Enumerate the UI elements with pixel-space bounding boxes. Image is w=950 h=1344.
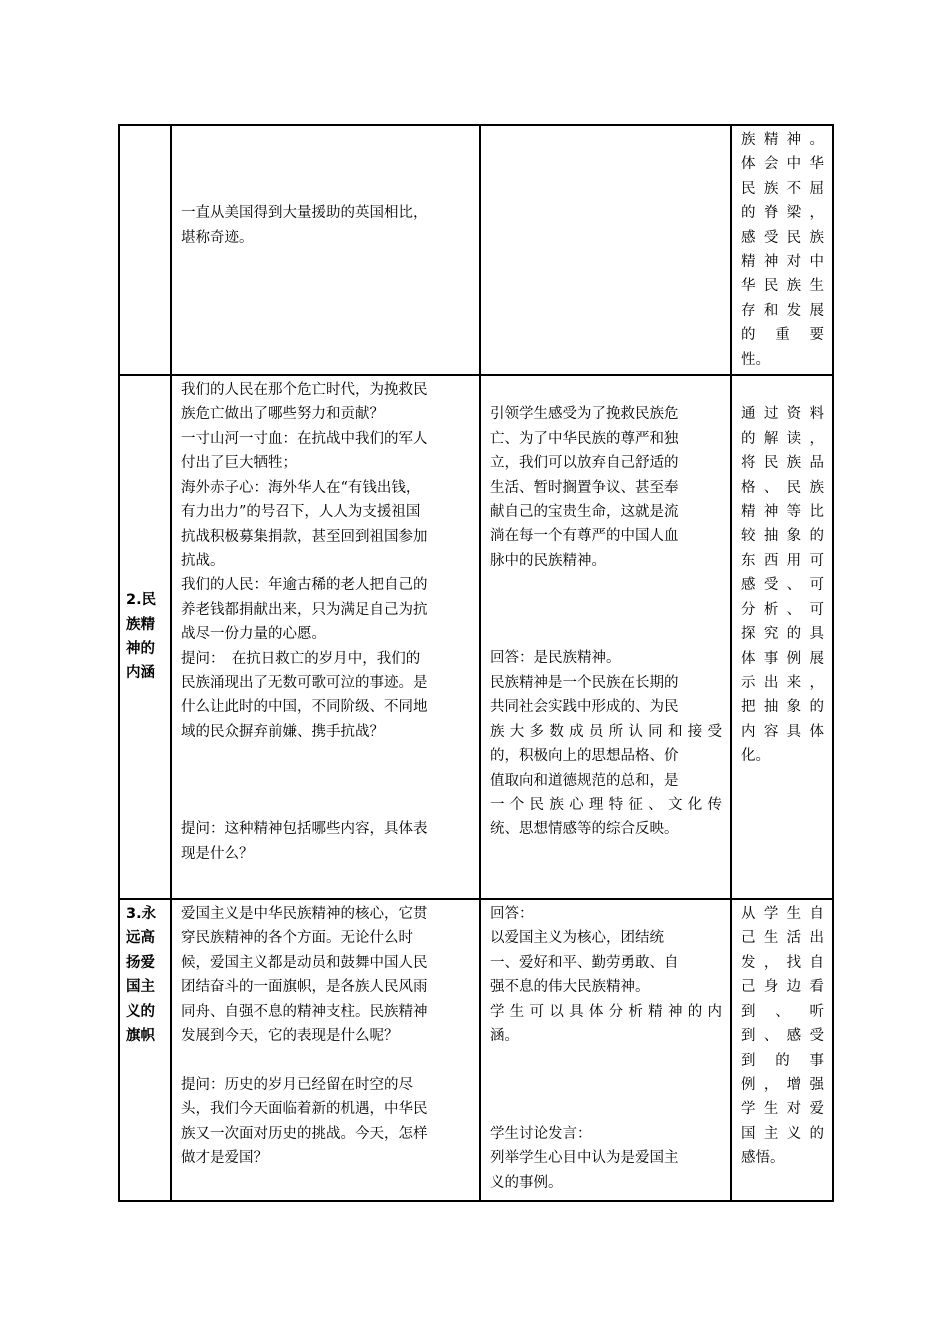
intent-line: 民族不屈 <box>741 180 824 197</box>
section-label-line: 族精 <box>126 616 155 633</box>
content-line: 付出了巨大牺牲； <box>181 455 297 472</box>
content-line: 战尽一份力量的心愿。 <box>181 626 326 643</box>
content-line: 做才是爱国？ <box>181 1150 268 1167</box>
content-line: 提问：历史的岁月已经留在时空的尽 <box>181 1076 413 1093</box>
intent-cell <box>731 375 833 899</box>
section-label-line: 远高 <box>126 930 155 947</box>
activity-line: 一、爱好和平、勤劳勇敢、自 <box>490 954 679 971</box>
intent-line: 到、感受 <box>741 1028 824 1045</box>
intent-line: 己身边看 <box>741 979 824 996</box>
section-label-2 <box>119 375 171 899</box>
content-line: 现是什么？ <box>181 845 254 862</box>
content-cell <box>171 375 480 899</box>
section-label-line: 旗帜 <box>126 1028 155 1045</box>
intent-line: 感悟。 <box>741 1150 785 1167</box>
content-line: 一直从美国得到大量援助的英国相比， <box>181 205 428 222</box>
activity-line: 的，积极向上的思想品格、价 <box>490 748 679 765</box>
activity-line: 学生可以具体分析精神的内 <box>490 1003 722 1020</box>
content-line: 族又一次面对历史的挑战。今天，怎样 <box>181 1125 428 1142</box>
activity-line: 引领学生感受为了挽救民族危 <box>490 406 679 423</box>
content-line: 穿民族精神的各个方面。无论什么时 <box>181 930 413 947</box>
intent-line: 性。 <box>741 351 770 368</box>
intent-line: 国主义的 <box>741 1125 824 1142</box>
activity-cell-empty <box>480 125 731 375</box>
activity-cell <box>480 899 731 1201</box>
activity-line: 义的事例。 <box>490 1174 563 1191</box>
intent-line: 感受民族 <box>741 229 824 246</box>
intent-line: 精神对中 <box>741 254 824 271</box>
section-label-line: 3.永 <box>126 906 157 923</box>
section-label-line: 扬爱 <box>126 954 155 971</box>
activity-line: 献自己的宝贵生命，这就是流 <box>490 504 679 521</box>
intent-line: 将民族品 <box>741 455 824 472</box>
content-line: 候，爱国主义都是动员和鼓舞中国人民 <box>181 954 428 971</box>
content-line: 同舟、自强不息的精神支柱。民族精神 <box>181 1003 428 1020</box>
activity-line: 强不息的伟大民族精神。 <box>490 979 650 996</box>
content-line: 堪称奇迹。 <box>181 229 254 246</box>
intent-line: 学生对爱 <box>741 1101 824 1118</box>
content-line: 域的民众摒弃前嫌、携手抗战？ <box>181 723 384 740</box>
content-line: 爱国主义是中华民族精神的核心，它贯 <box>181 906 428 923</box>
content-cell <box>171 125 480 375</box>
intent-line: 到 、 听 <box>741 1003 824 1020</box>
content-line: 族危亡做出了哪些努力和贡献？ <box>181 406 384 423</box>
intent-line: 较抽象的 <box>741 528 824 545</box>
activity-line: 涵。 <box>490 1028 519 1045</box>
intent-line: 化。 <box>741 748 770 765</box>
content-line: 我们的人民在那个危亡时代，为挽救民 <box>181 382 428 399</box>
intent-cell <box>731 125 833 375</box>
activity-line: 族大多数成员所认同和接受 <box>490 723 722 740</box>
intent-line: 示出来， <box>741 674 824 691</box>
intent-line: 例，增强 <box>741 1076 824 1093</box>
content-line: 我们的人民：年逾古稀的老人把自己的 <box>181 577 428 594</box>
content-line: 头，我们今天面临着新的机遇，中华民 <box>181 1101 428 1118</box>
content-line: 发展到今天，它的表现是什么呢？ <box>181 1028 399 1045</box>
section-label-line: 2.民 <box>126 592 157 609</box>
activity-line: 生活、暂时搁置争议、甚至奉 <box>490 479 679 496</box>
intent-line: 体事例展 <box>741 650 824 667</box>
intent-line: 从学生自 <box>741 906 824 923</box>
section-label-line: 神的 <box>126 641 155 658</box>
activity-line: 立，我们可以放弃自己舒适的 <box>490 455 679 472</box>
section-label-line: 义的 <box>126 1003 155 1020</box>
content-line: 抗战。 <box>181 552 225 569</box>
activity-line: 民族精神是一个民族在长期的 <box>490 674 679 691</box>
activity-cell <box>480 375 731 899</box>
activity-line: 共同社会实践中形成的、为民 <box>490 699 679 716</box>
intent-line: 把抽象的 <box>741 699 824 716</box>
content-line: 什么让此时的中国，不同阶级、不同地 <box>181 699 428 716</box>
intent-line: 感受、可 <box>741 577 824 594</box>
activity-line: 统、思想情感等的综合反映。 <box>490 821 679 838</box>
intent-line: 的 重 要 <box>741 327 824 344</box>
table-row-section-3 <box>119 899 833 1201</box>
section-title-2-full <box>0 0 1 1</box>
activity-line: 学生讨论发言： <box>490 1125 592 1142</box>
intent-line: 体会中华 <box>741 156 824 173</box>
activity-line: 以爱国主义为核心，团结统 <box>490 930 664 947</box>
content-line: 提问：这种精神包括哪些内容，具体表 <box>181 821 428 838</box>
intent-line: 分析、可 <box>741 601 824 618</box>
activity-line: 值取向和道德规范的总和，是 <box>490 772 679 789</box>
activity-line: 回答：是民族精神。 <box>490 650 621 667</box>
activity-line: 一个民族心理特征、文化传 <box>490 796 722 813</box>
content-line: 海外赤子心：海外华人在“有钱出钱， <box>181 479 421 496</box>
intent-line: 华民族生 <box>741 278 824 295</box>
content-line: 有力出力”的号召下，人人为支援祖国 <box>181 504 421 521</box>
content-line: 团结奋斗的一面旗帜，是各族人民风雨 <box>181 979 428 996</box>
intent-line: 精神等比 <box>741 504 824 521</box>
content-line: 民族涌现出了无数可歌可泣的事迹。是 <box>181 674 428 691</box>
activity-line: 回答： <box>490 906 534 923</box>
content-cell <box>171 899 480 1201</box>
content-line: 提问： 在抗日救亡的岁月中，我们的 <box>181 650 421 667</box>
intent-line: 格、民族 <box>741 479 824 496</box>
intent-line: 发，找自 <box>741 954 824 971</box>
intent-line: 东西用可 <box>741 552 824 569</box>
content-line: 抗战积极募集捐款，甚至回到祖国参加 <box>181 528 428 545</box>
section-cell-empty <box>119 125 171 375</box>
intent-line: 己生活出 <box>741 930 824 947</box>
intent-line: 到 的 事 <box>741 1052 824 1069</box>
table-row-continuation <box>119 125 833 375</box>
table-row-section-2 <box>119 375 833 899</box>
intent-line: 的脊梁， <box>741 205 824 222</box>
section-label-3 <box>119 899 171 1201</box>
activity-line: 淌在每一个有尊严的中国人血 <box>490 528 679 545</box>
intent-line: 的解读， <box>741 430 824 447</box>
activity-line: 列举学生心目中认为是爱国主 <box>490 1150 679 1167</box>
section-label-line: 内涵 <box>126 665 155 682</box>
intent-line: 存和发展 <box>741 302 824 319</box>
activity-line: 脉中的民族精神。 <box>490 552 606 569</box>
intent-cell <box>731 899 833 1201</box>
intent-line: 内容具体 <box>741 723 824 740</box>
lesson-plan-table <box>118 124 834 1202</box>
intent-line: 族精神。 <box>741 132 824 148</box>
content-line: 一寸山河一寸血：在抗战中我们的军人 <box>181 430 428 447</box>
content-line: 养老钱都捐献出来，只为满足自己为抗 <box>181 601 428 618</box>
activity-line: 亡、为了中华民族的尊严和独 <box>490 430 679 447</box>
section-title-3-full <box>0 0 1 1</box>
section-label-line: 国主 <box>126 979 155 996</box>
intent-line: 通过资料 <box>741 406 824 423</box>
intent-line: 探究的具 <box>741 626 824 643</box>
